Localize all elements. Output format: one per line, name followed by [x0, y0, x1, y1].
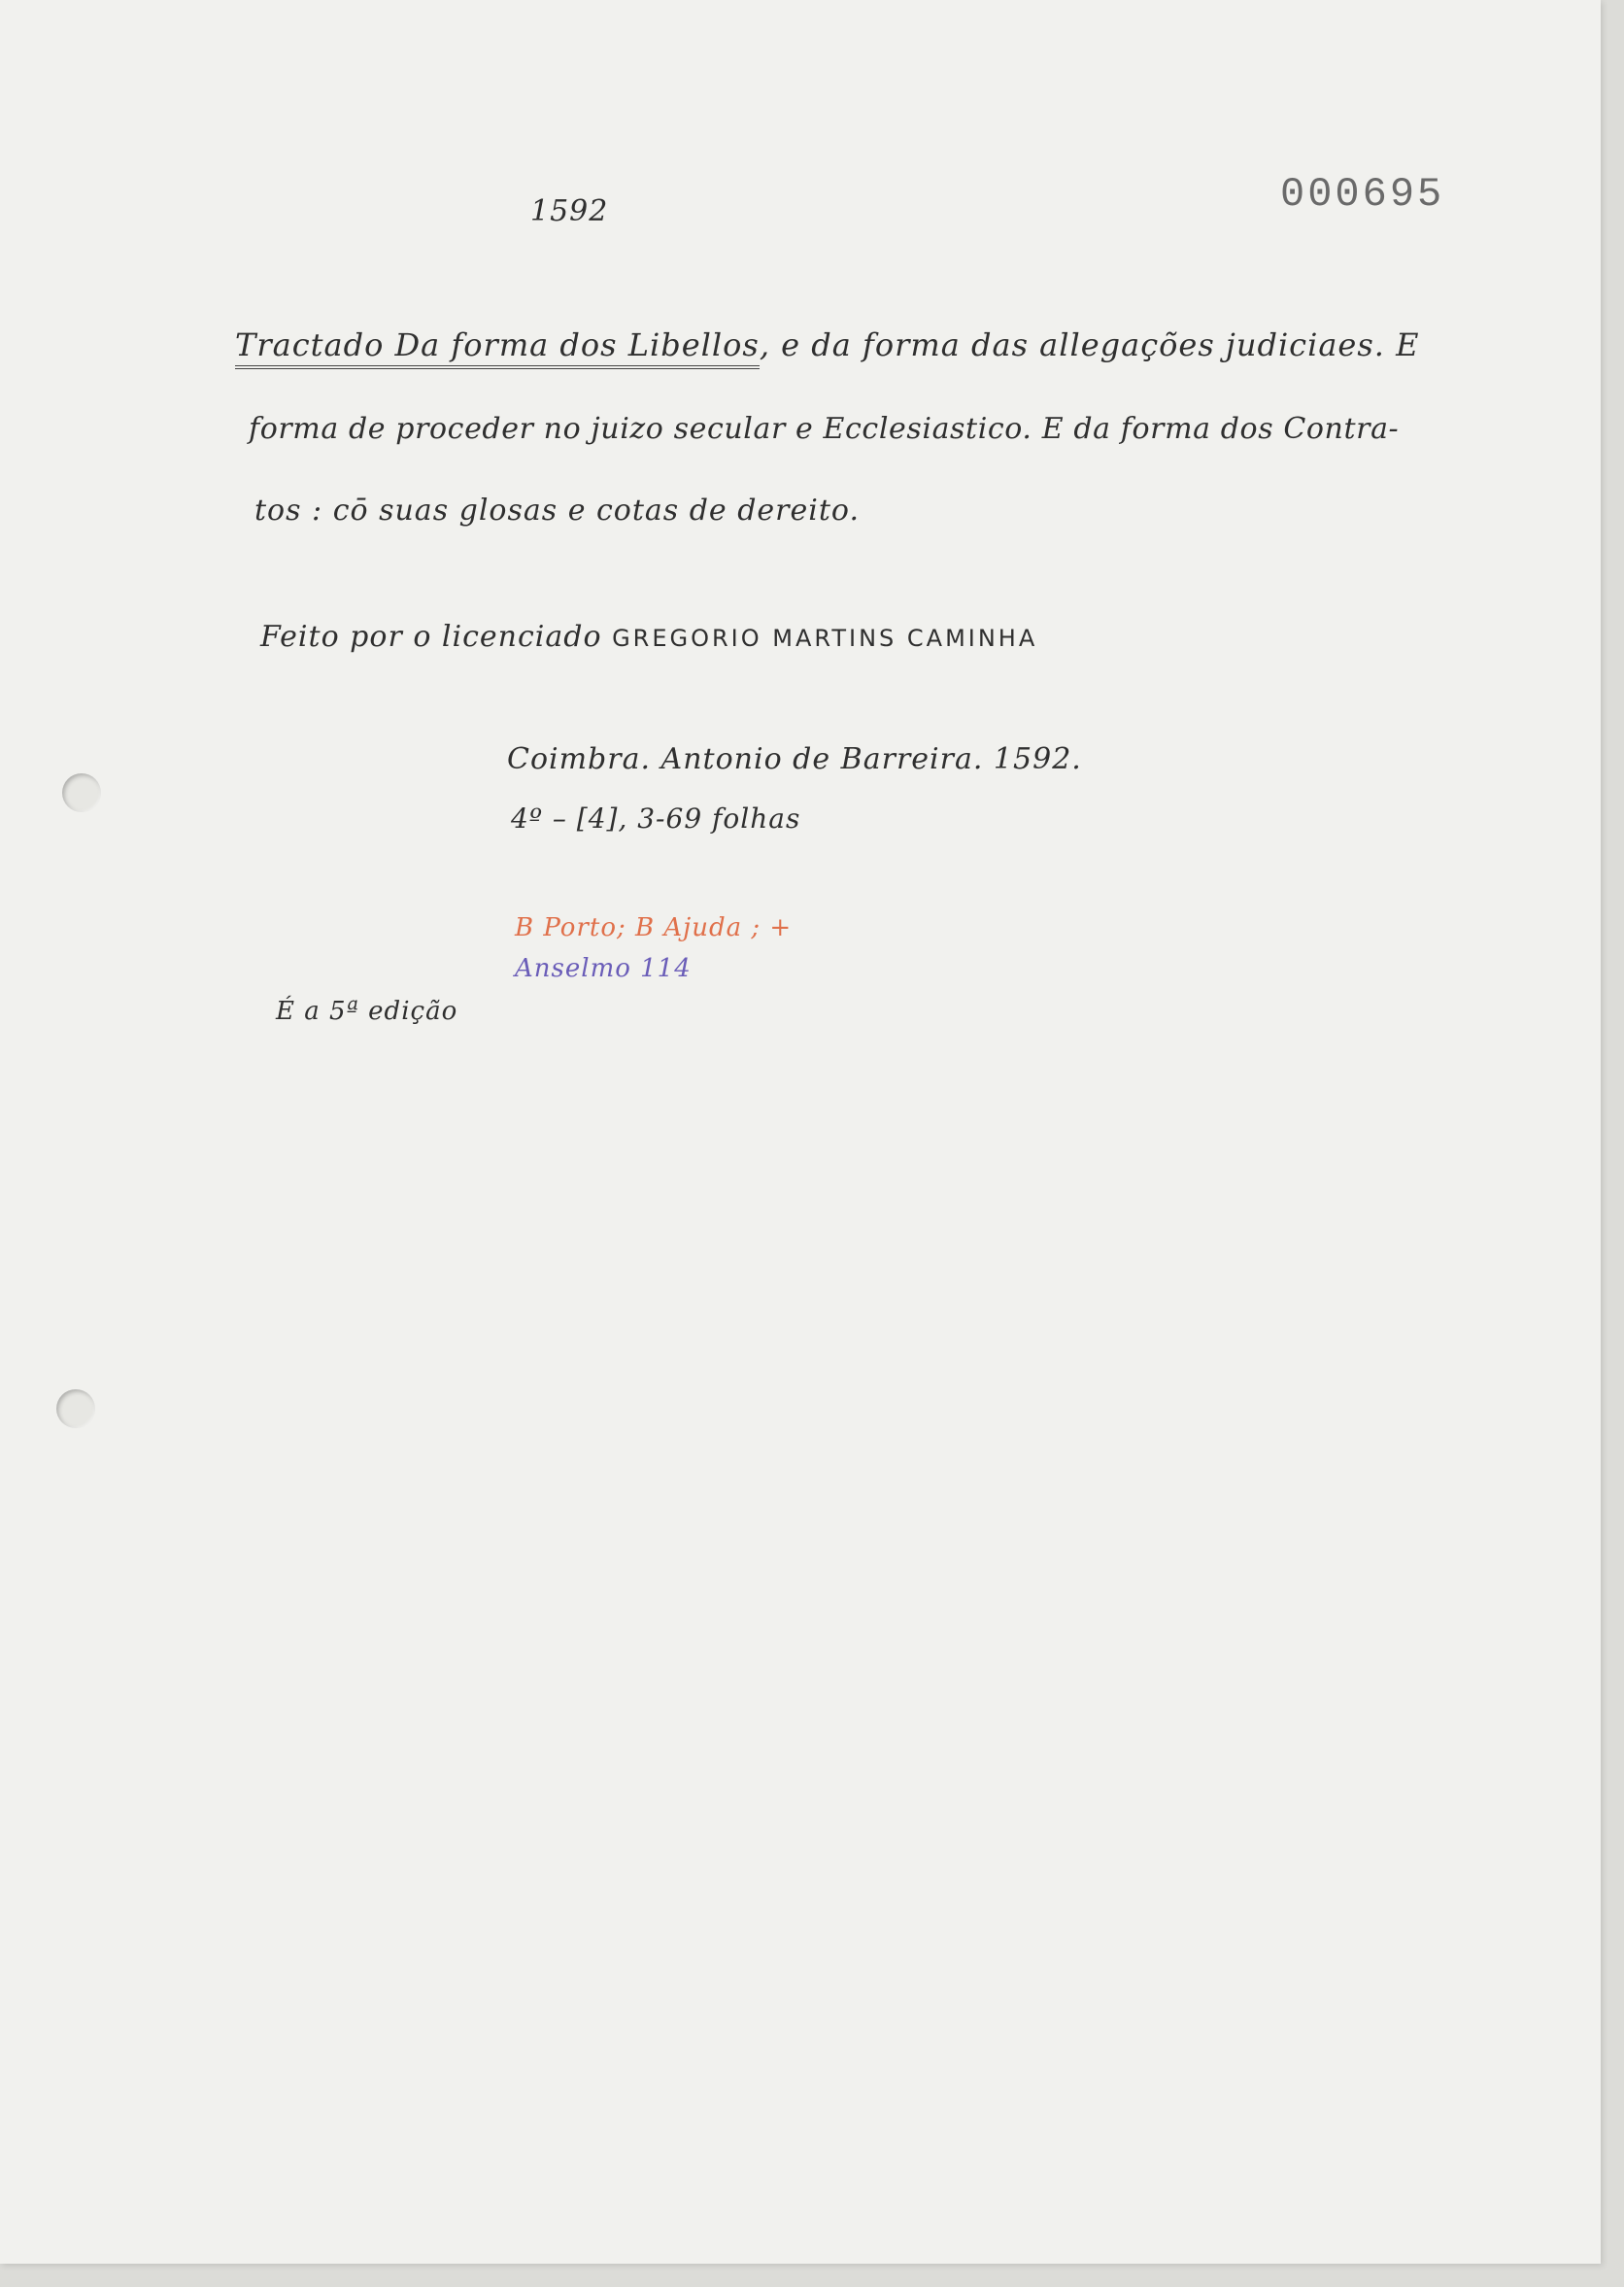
imprint-line: Coimbra. Antonio de Barreira. 1592. [507, 742, 1082, 776]
author-line [260, 620, 1037, 654]
punch-hole-top [62, 773, 101, 812]
edition-note: É a 5ª edição [276, 997, 458, 1026]
title-line-1-rest: , e da forma das allegações judiciaes. E [759, 326, 1420, 363]
author-prefix: Feito por o licenciado [260, 620, 602, 654]
title-line-3: tos : cō suas glosas e cotas de dereito. [254, 494, 860, 528]
title-underlined-part: Tractado Da forma dos Libellos [235, 326, 760, 369]
year-heading: 1592 [530, 194, 609, 228]
holdings-reference: Anselmo 114 [515, 954, 692, 983]
punch-hole-bottom [56, 1389, 95, 1428]
author-name: GREGORIO MARTINS CAMINHA [612, 625, 1038, 652]
title-line-1 [235, 326, 1419, 363]
holdings-libraries: B Porto; B Ajuda ; + [515, 913, 793, 942]
record-number-stamp: 000695 [1280, 171, 1445, 218]
title-line-2: forma de proceder no juizo secular e Ecclesiastico. E da forma dos Contra- [249, 412, 1400, 446]
collation-line: 4º – [4], 3-69 folhas [511, 802, 801, 835]
